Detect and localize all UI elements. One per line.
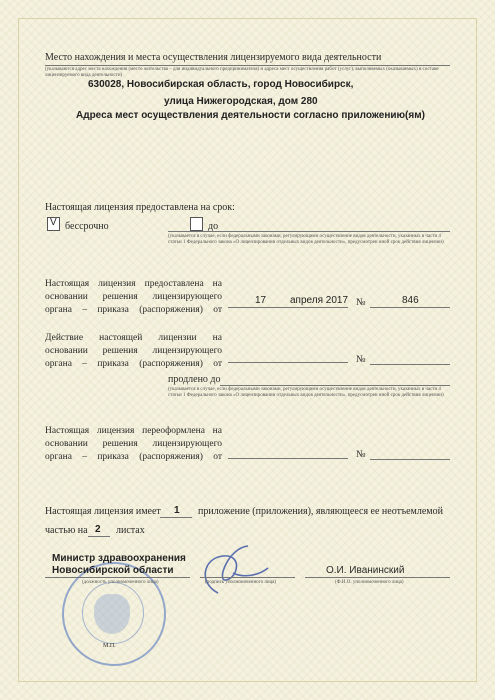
address-line-3: Адреса мест осуществления деятельности согласно приложению(ям) [76, 110, 425, 121]
attachments-sheets-line [88, 536, 110, 537]
attachments-sheets: 2 [95, 524, 101, 535]
term-label: Настоящая лицензия предоставлена на срок: [45, 202, 235, 213]
attachments-suffix: приложение (приложения), являющееся ее неотъемлемой [198, 506, 443, 517]
seal-label: М.П. [103, 643, 116, 649]
position-underline [45, 577, 190, 578]
grant-number-line [370, 307, 450, 308]
grant-day: 17 [255, 295, 267, 306]
coat-of-arms-icon [94, 594, 130, 634]
signature-underline [200, 577, 295, 578]
grant-number: 846 [402, 295, 419, 306]
extension-date-line [228, 362, 348, 363]
handwritten-signature [188, 538, 278, 608]
indefinite-label: бессрочно [65, 221, 109, 232]
extension-number-sign: № [356, 354, 366, 365]
extended-note: (указывается в случае, если федеральными законами, регулирующими осуществление видов деятельности, указанных в части 4 статьи 1 Федерального закона «О лицензировании отдельных видов деятельности», предусмотрен иной срок действия лицензии) [168, 387, 444, 398]
reissue-number-line [370, 459, 450, 460]
attachments-part-prefix: частью на [45, 525, 88, 536]
location-title-underline [45, 65, 450, 66]
until-label: до [208, 221, 219, 232]
location-title: Место нахождения и места осуществления лицензируемого вида деятельности [45, 52, 382, 63]
extended-until-line [220, 385, 450, 386]
name-note: (Ф.И.О. уполномоченного лица) [335, 580, 404, 585]
position-note: (должность уполномоченного лица) [82, 580, 159, 585]
signature-note: (подпись уполномоченного лица) [205, 580, 277, 585]
extended-until-label: продлено до [168, 374, 221, 385]
address-line-1: 630028, Новосибирская область, город Новосибирск, [88, 79, 354, 90]
location-note: (указываются адрес места нахождения (место жительства – для индивидуального предпринимателя) и адреса мест осуществления работ (услуг), выполняемых (оказываемых) в составе лицензируемого вида деятельности) [45, 67, 439, 78]
grant-date-line [228, 307, 348, 308]
grant-decision-text: Настоящая лицензия предоставлена на основании решения лицензирующего органа – приказа (распоряжения) от [45, 279, 222, 315]
indefinite-checkbox [47, 217, 60, 231]
until-note: (указывается в случае, если федеральными законами, регулирующими осуществление видов деятельности, указанных в части 4 статьи 1 Федерального закона «О лицензировании отдельных видов деятельности», предусмотрен иной срок действия лицензии) [168, 234, 444, 245]
official-name: О.И. Иванинский [326, 565, 405, 576]
reissue-decision-text: Настоящая лицензия переоформлена на основании решения лицензирующего органа – приказа (распоряжения) от [45, 426, 222, 462]
attachments-count: 1 [174, 505, 180, 516]
extension-decision-text: Действие настоящей лицензии на основании решения лицензирующего органа – приказа (распоряжения) от [45, 333, 222, 369]
grant-month-year: апреля 2017 [290, 295, 349, 306]
attachments-prefix: Настоящая лицензия имеет [45, 506, 161, 517]
grant-number-sign: № [356, 297, 366, 308]
reissue-date-line [228, 458, 348, 459]
checkmark-icon: V [50, 217, 57, 228]
address-line-2: улица Нижегородская, дом 280 [164, 96, 318, 107]
until-checkbox [190, 217, 203, 231]
official-position-line-1: Министр здравоохранения [52, 553, 186, 564]
official-position-line-2: Новосибирской области [52, 565, 174, 576]
extension-number-line [370, 364, 450, 365]
name-underline [305, 577, 450, 578]
until-date-line [168, 231, 450, 232]
reissue-number-sign: № [356, 449, 366, 460]
attachments-sheets-label: листах [116, 525, 145, 536]
attachments-count-line [160, 517, 192, 518]
